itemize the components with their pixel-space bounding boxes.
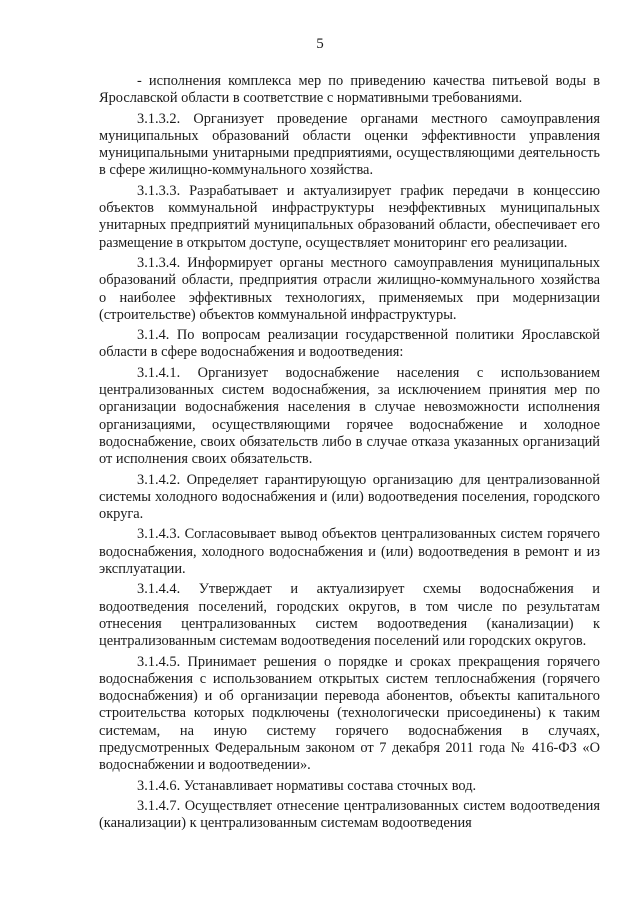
paragraph-3-1-4-1: 3.1.4.1. Организует водоснабжение населения с использованием централизованных систем водоснабжения, за исключением принятия мер по организации водоснабжения населения в случае невозможности исполнения организациями, осуществляющими горячее водоснабжение и холодное водоснабжение, своих обязательств либо в случае отказа указанных организаций от исполнения своих обязательств. [99, 364, 600, 468]
paragraph-3-1-4-2: 3.1.4.2. Определяет гарантирующую организацию для централизованной системы холодного водоснабжения и (или) водоотведения поселения, городского округа. [99, 471, 600, 523]
paragraph-3-1-4: 3.1.4. По вопросам реализации государственной политики Ярославской области в сфере водоснабжения и водоотведения: [99, 327, 600, 361]
body-text [99, 73, 600, 835]
paragraph-3-1-3-3: 3.1.3.3. Разрабатывает и актуализирует график передачи в концессию объектов коммунальной инфраструктуры неэффективных муниципальных унитарных предприятий муниципальных образований области, обеспечивает его размещение в открытом доступе, осуществляет мониторинг его реализации. [99, 182, 600, 251]
paragraph-3-1-4-4: 3.1.4.4. Утверждает и актуализирует схемы водоснабжения и водоотведения поселений, городских округов, в том числе по результатам отнесения централизованных систем водоотведения (канализации) к централизованным системам водоотведения поселений или городских округов. [99, 581, 600, 650]
paragraph-3-1-4-7: 3.1.4.7. Осуществляет отнесение централизованных систем водоотведения (канализации) к централизованным системам водоотведения [99, 797, 600, 832]
paragraph-3-1-4-3: 3.1.4.3. Согласовывает вывод объектов централизованных систем горячего водоснабжения, холодного водоснабжения и (или) водоотведения в ремонт и из эксплуатации. [99, 526, 600, 578]
paragraph-quality-measures: - исполнения комплекса мер по приведению качества питьевой воды в Ярославской области в соответствие с нормативными требованиями. [99, 73, 600, 107]
page-number: 5 [316, 36, 324, 52]
paragraph-3-1-4-5: 3.1.4.5. Принимает решения о порядке и сроках прекращения горячего водоснабжения с использованием открытых систем теплоснабжения (горячего водоснабжения) и об организации перевода абонентов, объекты капитального строительства которых подключены (технологически присоединены) к таким системам, на иную систему горячего водоснабжения в случаях, предусмотренных Федеральным законом от 7 декабря 2011 года № 416-ФЗ «О водоснабжении и водоотведении». [99, 653, 600, 774]
paragraph-3-1-3-2: 3.1.3.2. Организует проведение органами местного самоуправления муниципальных образований области оценки эффективности управления муниципальными унитарными предприятиями, осуществляющими деятельность в сфере жилищно-коммунального хозяйства. [99, 110, 600, 179]
paragraph-3-1-3-4: 3.1.3.4. Информирует органы местного самоуправления муниципальных образований области, предприятия отрасли жилищно-коммунального хозяйства о наиболее эффективных технологиях, применяемых при модернизации (строительстве) объектов коммунальной инфраструктуры. [99, 254, 600, 323]
paragraph-3-1-4-6: 3.1.4.6. Устанавливает нормативы состава сточных вод. [137, 777, 477, 794]
